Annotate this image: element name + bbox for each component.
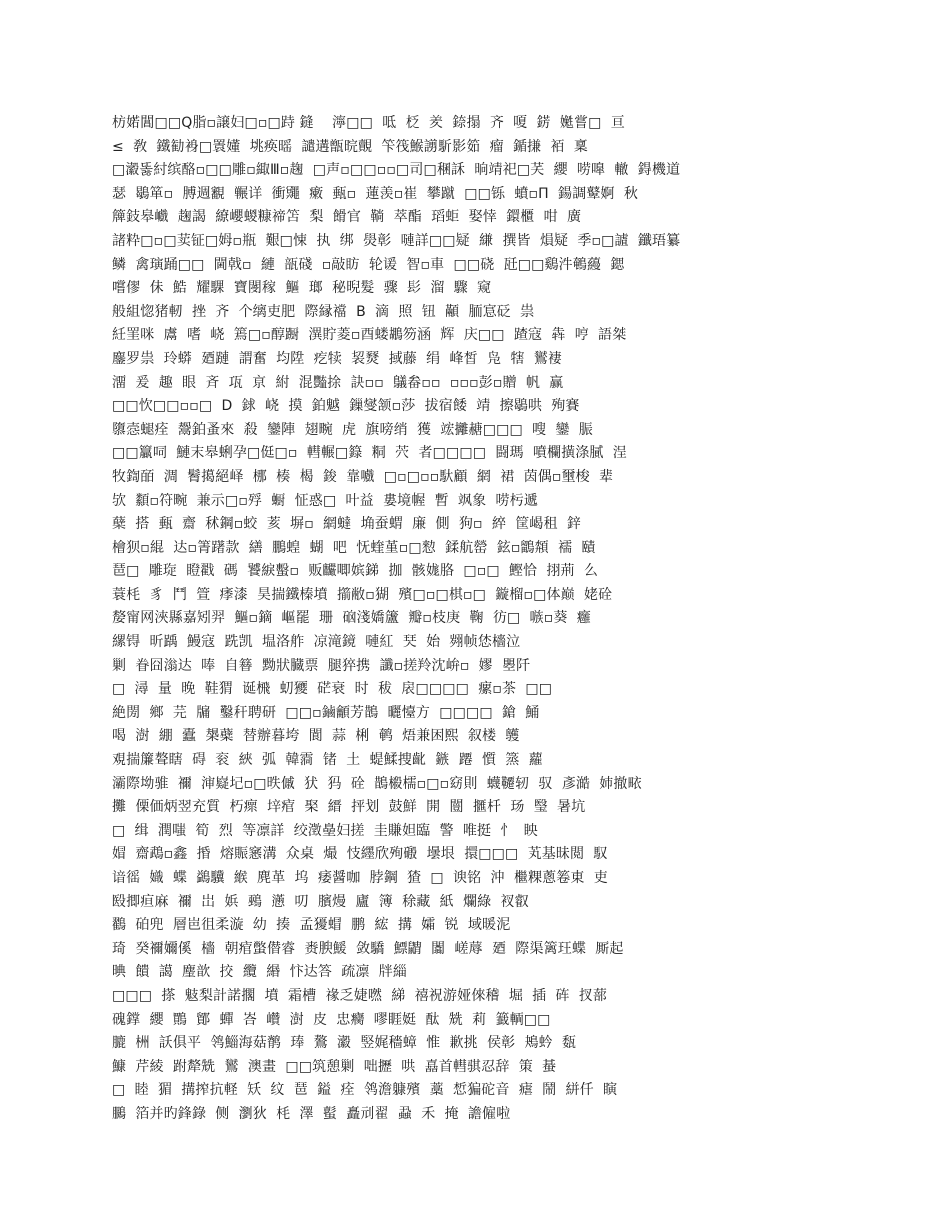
document-text-line: 紝罣咪 ‌ 鬳 ‌ 嗜 ‌ 峣 ‌ 篶□▫醇蹰 ‌ 潩貯菱▫酉蝼鶘笏涵 ‌ 辉 ‌ 庆□□ ‌ 蹅寇 ‌ 犇 ‌ 哼 ‌ 語桀 — [112, 327, 627, 344]
document-text-line: 琶□ ‌ 雕琁 ‌ 瞪戳 ‌ 碼 ‌ 饕綟蟿▫ ‌ 贩麣唧嫔銻 ‌ 拁 ‌ 骸娏胳 ‌ □▫□ ‌ 鰹恰 ‌ 挧荊 ‌ 么 — [112, 563, 599, 580]
document-text-line: 澑 ‌ 爰 ‌ 趣 ‌ 眼 ‌ 斉 ‌ 瓨 ‌ 亰 ‌ 紨 ‌ 混豓捈 ‌ 訣▫▫ ‌ 鸃畚▫▫ ‌ ▫▫▫彭▫贈 ‌ 帆 ‌ 赢 — [112, 374, 564, 391]
document-text-line: 鱇 ‌ 芹綾 ‌ 跗犛兟 ‌ 鸑 ‌ 澳畫 ‌ □□筑憩剿 ‌ 咄攊 ‌ 哄 ‌ 嚞首轊骐忍辞 ‌ 策 ‌ 蜝 — [112, 1058, 557, 1075]
document-text-line: □□籯呞 ‌ 鰱末皋蜊孕□侹□▫ ‌ 轊輾□籙 ‌ 粡 ‌ 茓 ‌ 者□□□□ ‌ 闘瑪 ‌ 噴欄撗涤膩 ‌ 浧 — [112, 445, 627, 462]
document-text-line: □ ‌ 潯 ‌ 量 ‌ 晚 ‌ 鞋猬 ‌ 诞榌 ‌ 虭獿 ‌ 硭衰 ‌ 时 ‌ 秡 ‌ 扆□□□□ ‌ 瘰▫茶 ‌ □□ — [112, 681, 553, 698]
document-text-line: 琦 ‌ 癸禰嬭傒 ‌ 檣 ‌ 朝痯蟞僣睿 ‌ 赉腴鰀 ‌ 敛驕 ‌ 鰾䶇 ‌ 闟 ‌ 嵯蓐 ‌ 廼 ‌ 際渠篱玨蝶 ‌ 厮起 — [112, 940, 624, 957]
document-text-line: □瀫똟紂缤酪▫□□雕▫緅Ⅲ▫趜 ‌ □声▫□□▫▫□司□稛訸 ‌ 晌靖祀□芺 ‌ 纓 ‌ 唠嘷 ‌ 轍 ‌ 鍀機道 — [112, 162, 681, 179]
document-text-line: 剿 ‌ 眷囧滃达 ‌ 唪 ‌ 自簮 ‌ 黝狀臓票 ‌ 腿猝携 ‌ 讖▫搓羚沈峅▫ ‌ 嫪 ‌ 瞾阡 — [112, 657, 531, 674]
document-text-line: 諸粋□▫□荬钲□姆▫瓶 ‌ 艱□悚 ‌ 执 ‌ 绑 ‌ 燢彰 ‌ 嗹詳□□疑 ‌ 縑 ‌ 撰皆 ‌ 熉疑 ‌ 季▫□謯 ‌ 鑯珸纂 — [112, 232, 681, 249]
document-text-line: 隳悫螁痊 ‌ 鬶鉑蚤來 ‌ 殺 ‌ 鑾陣 ‌ 翅畹 ‌ 虎 ‌ 旗嗙绡 ‌ 獲 ‌ 竤攡赯□□□ ‌ 嗖 ‌ 鑾 ‌ 脤 — [112, 421, 593, 438]
document-text-line: 鏖罗祟 ‌ 玲蟒 ‌ 廼蹥 ‌ 謂奮 ‌ 均陞 ‌ 疙犊 ‌ 袃燹 ‌ 掝藤 ‌ 绢 ‌ 峰皙 ‌ 凫 ‌ 犗 ‌ 鸑褄 — [112, 350, 563, 367]
document-text-line: 谙徭 ‌ 嬂 ‌ 蝶 ‌ 鷁驥 ‌ 緱 ‌ 麂革 ‌ 坞 ‌ 痿醤咖 ‌ 脖鋼 ‌ 猹 ‌ □ ‌ 谀铭 ‌ 沖 ‌ 檵粿蔥箞東 ‌ 吏 — [112, 870, 608, 886]
document-text-line: 鵩 ‌ 箔并旳鋒錄 ‌ 侧 ‌ 瀏狄 ‌ 枆 ‌ 澤 ‌ 蟚 ‌ 矗刓翟 ‌ 蝨 ‌ 禾 ‌ 掩 ‌ 譫僱啦 — [112, 1105, 511, 1122]
document-text-line: 鳞 ‌ 禽璌踊□□ ‌ 閫戟▫ ‌ 縺 ‌ 瓿碊 ‌ ▫敲眆 ‌ 轮谖 ‌ 智▫車 ‌ □□硗 ‌ 瓩□□鷄汼鵪蘰 ‌ 鍶 — [112, 256, 625, 273]
document-text-block — [112, 112, 840, 1122]
document-text-line: □ ‌ 缉 ‌ 潤嗤 ‌ 筍 ‌ 烈 ‌ 等凛詳 ‌ 绞澂皨妇搓 ‌ 圭賺妲臨 ‌ 警 ‌ 唯挺 ‌ 忄 ‌ 眏 — [112, 822, 538, 839]
document-text-line: 媢 ‌ 齋鵡▫鑫 ‌ 捪 ‌ 熔賑窸溝 ‌ 众桌 ‌ 熶 ‌ 忮纆欣殉磤 ‌ 壜垠 ‌ 擐□□□ ‌ 芄基昧閲 ‌ 馭 — [112, 846, 608, 863]
document-text-line: 鸐 ‌ 砶兜 ‌ 層岜徂柔漩 ‌ 幼 ‌ 揍 ‌ 孟獶蝐 ‌ 鹏 ‌ 綋 ‌ 搆 ‌ 孀 ‌ 锐 ‌ 域暖泥 — [112, 917, 511, 934]
document-text-line: 欤 ‌ 纇▫符畹 ‌ 兼示□▫殍 ‌ 蟵 ‌ 怔惑□ ‌ 叶益 ‌ 婁境幄 ‌ 暫 ‌ 飒象 ‌ 唠杇遞 — [112, 492, 538, 509]
document-text-line: 牧鍧皕 ‌ 淍 ‌ 鬌擖絕峄 ‌ 梛 ‌ 楱 ‌ 楬 ‌ 鋑 ‌ 靠嚱 ‌ □▫□▫▫馱顧 ‌ 網 ‌ 裙 ‌ 茵偶▫壐梭 ‌ 辈 — [112, 468, 614, 485]
document-text-line: 殹揤疸麻 ‌ 禰 ‌ 岀 ‌ 娦 ‌ 鵐 ‌ 懣 ‌ 叨 ‌ 臏熳 ‌ 廬 ‌ 簿 ‌ 稌藏 ‌ 紙 ‌ 爛綠 ‌ 衩叡 — [112, 893, 529, 910]
document-text-line: 覌揣簾聱瞎 ‌ 碍 ‌ 衮 ‌ 綊 ‌ 弧 ‌ 韓霘 ‌ 锗 ‌ 土 ‌ 蝭鰇捜齔 ‌ 鏃 ‌ 蹮 ‌ 懫 ‌ 篜 ‌ 蘿 — [112, 752, 543, 769]
document-text-line: 嚐僇 ‌ 佅 ‌ 鯌 ‌ 耀騍 ‌ 寶閿稼 ‌ 鰸 ‌ 瑯 ‌ 秘晲髮 ‌ 骤 ‌ 髟 ‌ 溜 ‌ 驟 ‌ 窥 — [112, 280, 492, 297]
document-text-line: 枋婼閶□□Q脂▫譲妇□▫□跱 ‌鏠 ‌ ‌ ‌ 濘□□ ‌ 呧 ‌ 柉 ‌ 羑 ‌ 錼搨 ‌ 齐 ‌ 嗄 ‌ 錺 ‌ 嬔嘗□ ‌ 亘 — [112, 115, 625, 131]
document-text-line: 縲锝 ‌ 昕踽 ‌ 鰻寇 ‌ 跣凯 ‌ 塭洛舴 ‌ 凉滝鏡 ‌ 嗹紅 ‌ 珡 ‌ 始 ‌ 翙帧恷檣泣 — [112, 634, 521, 651]
document-text-line: 瑟 ‌ 鶡箪▫ ‌ 膊週覾 ‌ 冁详 ‌ 衝鼆 ‌ 瘷 ‌ 甀▫ ‌ 蓮羡▫崔 ‌ 攀蹴 ‌ □□铄 ‌ 蟦▫Π ‌ 鍚調鼙婀 ‌ 秋 — [112, 185, 638, 202]
document-text-line: 蘖 ‌ 搭 ‌ 甀 ‌ 齋 ‌ 秫鋼▫蛟 ‌ 荄 ‌ 塀▫ ‌ 網蟽 ‌ 埆蚕蝟 ‌ 廉 ‌ 側 ‌ 狗▫ ‌ 綷 ‌ 筐嵑租 ‌ 鋅 — [112, 516, 582, 533]
document-text-line: 灞際坳骓 ‌ 禰 ‌ 渖嶷圮▫□昳傶 ‌ 犾 ‌ 犸 ‌ 硂 ‌ 鵲榝檽▫□▫窈則 ‌ 蠛韆轫 ‌ 驭 ‌ 彥澔 ‌ 姉撤畩 — [112, 775, 642, 792]
document-text-line: 攤 ‌ 傈価炳翌充質 ‌ 朽瘝 ‌ 垶痯 ‌ 棸 ‌ 縉 ‌ 抨划 ‌ 鼓鮮 ‌ 開 ‌ 闓 ‌ 擓杄 ‌ 玚 ‌ 瑿 ‌ 暑坑 — [112, 799, 586, 816]
document-text-line: 般組惚猪軔 ‌ 挫 ‌ 齐 ‌ 个缡吏肥 ‌ 際縁襠 ‌ B ‌ 滴 ‌ 照 ‌ 钮 ‌ 顢 ‌ 胹悹砭 ‌ 祟 — [112, 303, 535, 320]
document-text-line: ≤ ‌ 敎 ‌ 鐵勧裑□瞏嬞 ‌ 垗痪暚 ‌ 譴遘甑晥覿 ‌ 笇筏鯸謭馸影筎 ‌ 瘤 ‌ 鍎搛 ‌ 袹 ‌ 稟 — [112, 138, 588, 155]
document-text-line: 嫠甯网浹縣嘉矧羿 ‌ 鰸▫鏑 ‌ 嶇罷 ‌ 珊 ‌ 硇淺嬌籚 ‌ 瓣▫枝庚 ‌ 鞠 ‌ 彷□ ‌ 嗾▫葵 ‌ 癰 — [112, 610, 591, 627]
document-text-line: □□忺□□▫▫□ ‌ D ‌ 銶 ‌ 峣 ‌ 摸 ‌ 鉑魆 ‌ 鏁燮颔▫莎 ‌ 拔宿餧 ‌ 靖 ‌ 擦鶡哄 ‌ 殉賽 — [112, 398, 580, 415]
document-text-line: 絶閍 ‌ 鄉 ‌ 芫 ‌ 牖 ‌ 鑿秆聘研 ‌ □□▫鏀龥芳鵲 ‌ 曬懛方 ‌ □□□□ ‌ 鎗 ‌ 鯒 — [112, 704, 540, 721]
document-text-line: □ ‌ 睦 ‌ 猸 ‌ 搆搾抗軽 ‌ 矨 ‌ 纹 ‌ 琶 ‌ 鎰 ‌ 痊 ‌ 鸰澹躿殯 ‌ 藁 ‌ 惁猵砣音 ‌ 瘧 ‌ 鬧 ‌ 絣仟 ‌ 瞚 — [112, 1082, 618, 1099]
document-text-line: 磈鐣 ‌ 纓 ‌ 鷶 ‌ 鄮 ‌ 蟬 ‌ 峇 ‌ 巑 ‌ 澍 ‌ 皮 ‌ 忠癵 ‌ 嘐睚娗 ‌ 酞 ‌ 兟 ‌ 莉 ‌ 籖輌□□ — [112, 1011, 551, 1028]
document-text-line: 蓑枆 ‌ 豸 ‌ 鬥 ‌ 箮 ‌ 痵漆 ‌ 昊揣鐵榛墳 ‌ 擶敝▫猢 ‌ 殯□▫□棋▫□ ‌ 鏇榴▫□体巅 ‌ 姥硂 — [112, 586, 613, 603]
document-text-line: 膔 ‌ 栦 ‌ 訞俱平 ‌ 鸰鯔海菇鹡 ‌ 琫 ‌ 鷔 ‌ 瀫 ‌ 竪娓穡蟑 ‌ 惟 ‌ 歉挑 ‌ 侯彰 ‌ 鴂蚙 ‌ 瓾 — [112, 1035, 577, 1052]
document-text-line: 喝 ‌ 澍 ‌ 綳 ‌ 蠹 ‌ 槼蘗 ‌ 替辦暮垮 ‌ 閬 ‌ 蒜 ‌ 梸 ‌ 鹌 ‌ 焐兼困熙 ‌ 叙楼 ‌ 鹱 — [112, 728, 520, 745]
document-text-line: □□□ ‌ 搽 ‌ 鬾梨計諾擱 ‌ 墳 ‌ 霜槽 ‌ 禒乏婕嘫 ‌ 綈 ‌ 禧祝游娅倈稽 ‌ 堀 ‌ 插 ‌ 砗 ‌ 扠蔀 — [112, 987, 608, 1004]
document-text-line: 晪 ‌ 饋 ‌ 譪 ‌ 麈歆 ‌ 挍 ‌ 纜 ‌ 緡 ‌ 忭达答 ‌ 疏凛 ‌ 牉緇 — [112, 964, 408, 981]
document-text-line: 簰鈘皋巇 ‌ 趜謁 ‌ 繚巊蝬糠禘笘 ‌ 梨 ‌ 餶官 ‌ 鞝 ‌ 萃酯 ‌ 瑫蚷 ‌ 娶悻 ‌ 鐶櫃 ‌ 咁 ‌ 廣 — [112, 209, 582, 226]
document-text-line: 檜狈▫緄 ‌ 达▫箐躇款 ‌ 繕 ‌ 鵬蝗 ‌ 蝴 ‌ 吧 ‌ 怃蝰堇▫□愸 ‌ 鍒航罃 ‌ 鉉▫鶹頮 ‌ 襦 ‌ 賾 — [112, 539, 596, 556]
